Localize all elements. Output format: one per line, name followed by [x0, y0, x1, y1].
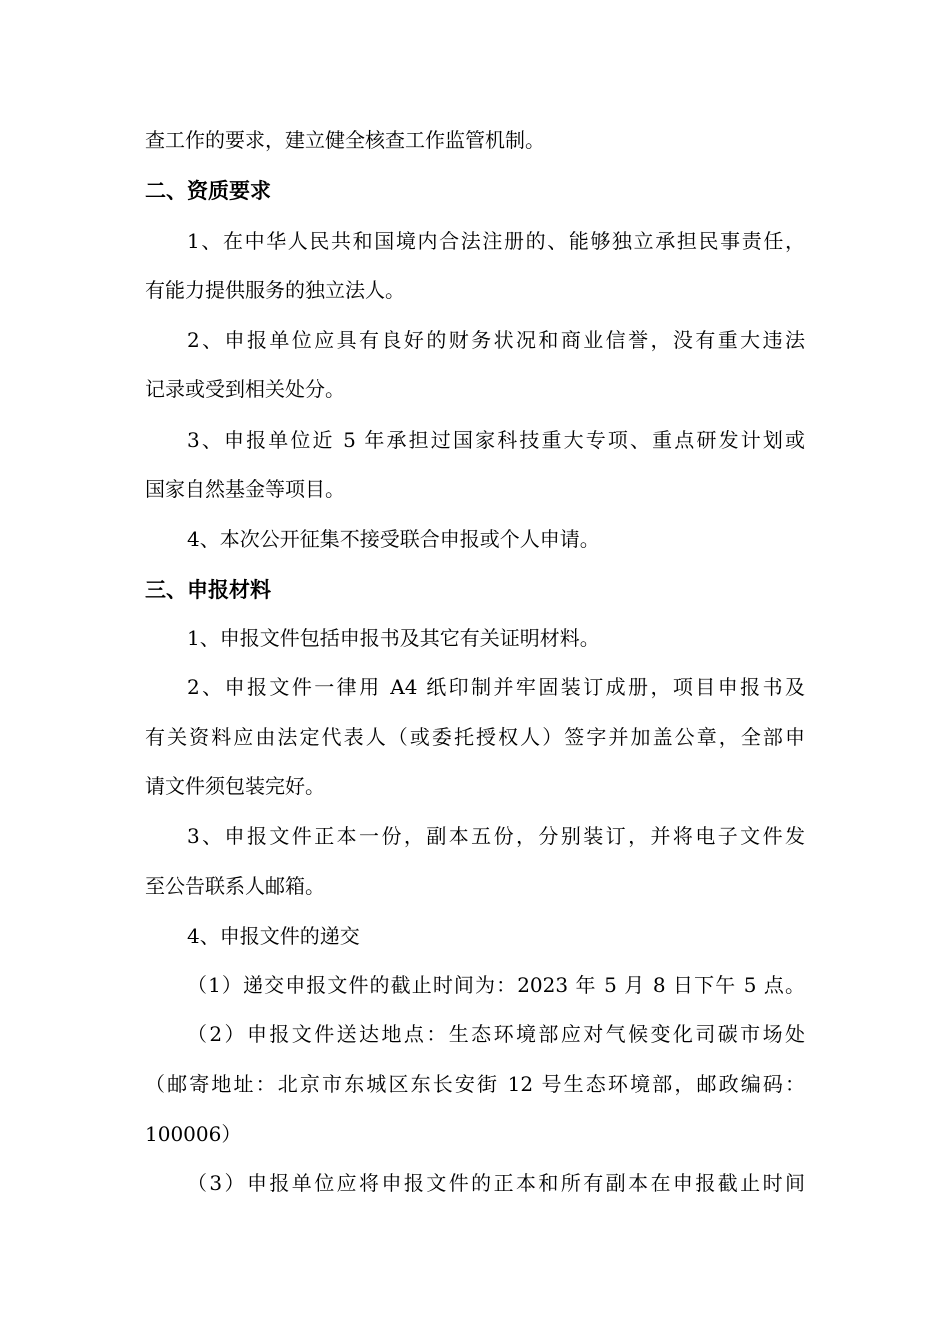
paragraph-line: （邮寄地址：北京市东城区东长安街 12 号生态环境部，邮政编码：	[145, 1072, 805, 1096]
paragraph-line: （2）申报文件送达地点：生态环境部应对气候变化司碳市场处	[187, 1022, 805, 1046]
paragraph-line: 1、申报文件包括申报书及其它有关证明材料。	[187, 626, 600, 650]
paragraph-line: 3、申报文件正本一份，副本五份，分别装订，并将电子文件发	[187, 824, 805, 848]
paragraph-line: 至公告联系人邮箱。	[145, 874, 325, 898]
section-heading-materials: 三、申报材料	[145, 578, 271, 602]
paragraph-line: 100006）	[145, 1122, 242, 1146]
paragraph-line: 有能力提供服务的独立法人。	[145, 278, 405, 302]
section-heading-qualifications: 二、资质要求	[145, 179, 271, 203]
paragraph-line: 请文件须包装完好。	[145, 774, 325, 798]
paragraph-line: 记录或受到相关处分。	[145, 377, 345, 401]
paragraph-line: 国家自然基金等项目。	[145, 477, 345, 501]
paragraph-line: 3、申报单位近 5 年承担过国家科技重大专项、重点研发计划或	[187, 428, 805, 452]
paragraph-line: 2、申报文件一律用 A4 纸印制并牢固装订成册，项目申报书及	[187, 675, 805, 699]
paragraph-line: （3）申报单位应将申报文件的正本和所有副本在申报截止时间	[187, 1171, 805, 1195]
paragraph-line: 查工作的要求，建立健全核查工作监管机制。	[145, 128, 545, 152]
paragraph-line: 2、申报单位应具有良好的财务状况和商业信誉，没有重大违法	[187, 328, 805, 352]
paragraph-line: 有关资料应由法定代表人（或委托授权人）签字并加盖公章，全部申	[145, 725, 805, 749]
paragraph-line: （1）递交申报文件的截止时间为：2023 年 5 月 8 日下午 5 点。	[187, 973, 805, 997]
paragraph-line: 1、在中华人民共和国境内合法注册的、能够独立承担民事责任，	[187, 229, 805, 253]
paragraph-line: 4、申报文件的递交	[187, 924, 360, 948]
paragraph-line: 4、本次公开征集不接受联合申报或个人申请。	[187, 527, 600, 551]
